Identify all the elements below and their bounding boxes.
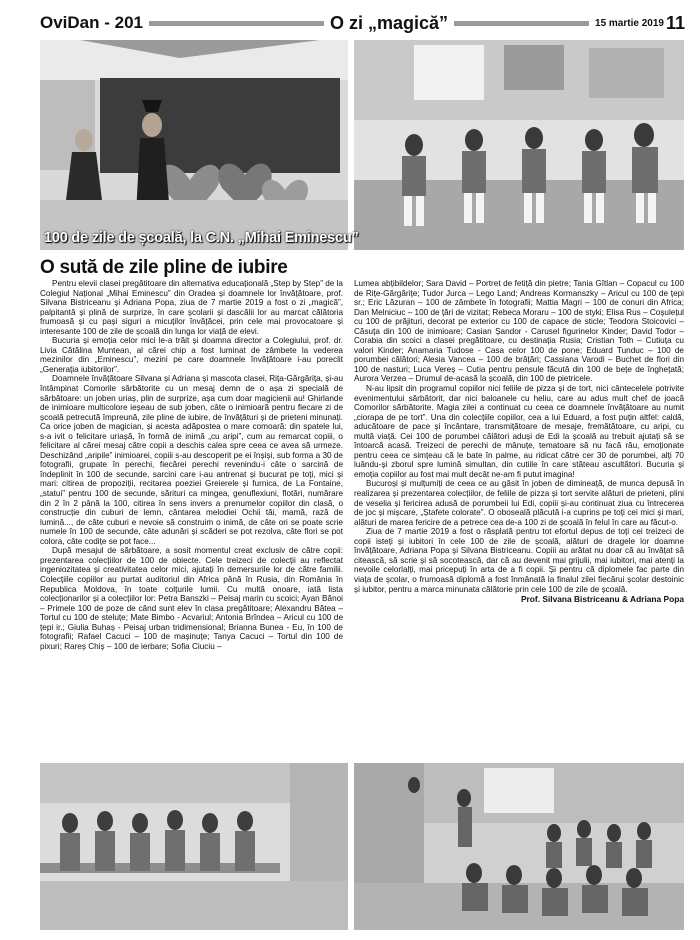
page-header: [40, 10, 685, 36]
article-signature: Prof. Silvana Bistriceanu & Adriana Popa: [520, 594, 684, 605]
photo-children-floor: [354, 763, 684, 930]
issue-date: 15 martie 2019: [595, 17, 664, 29]
children-benches-illustration: [40, 763, 348, 930]
photo-classroom-teachers: [40, 40, 348, 250]
header-rule-right: [454, 21, 589, 26]
article-paragraph: Doamnele învățătoare Silvana și Adriana și mascota clasei, Rița-Gărgărița, și-au întâmpinat Comorile sărbătorite cu un mesaj demn de o așa zi specială de sărbătoare: un joben uriaș, plin de surprize, așa cum doar magicienii au! Ghirlande de inimioare multicolore ieșeau de sub joben, câte o inimioară pentru fiecare zi de școală petrecută împreună, zile pline de iubire, de învățături și de prieteni minunați. Ca orice joben de magician, și acesta adăpostea o mare comoară: din spatele lui, s-a ivit o felicitare uriașă, în formă de inimă „cu aripi”, cum au remarcat copiii, o felicitare al cărei mesaj către copii a deschis calea spre ceea ce avea să urmeze. Deschizând „aripile” inimioarei, copiii s-au descoperit pe ei înșiși, sub forma a 30 de fotografii, grupate în perechi, fiecărei perechi revenindu-i câte o sarcină de îndeplinit în 100 de secunde, sarcini care i-au antrenat și bucurat pe toți, mici și mari: citirea de propoziții, recitarea poeziei Greierele și furnica, de La Fontaine, „statui” pentru 100 de secunde, sărituri ca mingea, genuflexiuni, flotări, numărare din 2 în 2 până la 100, citirea în sens invers a prenumelor copiilor din clasă, o construcție din cuburi de lemn, cântarea melodiei Ochii tăi, mamă, rază de lumină..., de câte cuburi e nevoie să construim o inimă, de câte ori se poate scrie numele în 100 de secunde, câte adunări și scăderi se pot rezolva, câte flori se pot colora, câte codițe se pot face...: [40, 374, 343, 546]
article-paragraph: Ziua de 7 martie 2019 a fost o răsplată pentru tot efortul depus de toți cei treizeci de copii isteți și iubitori în cele 100 de zile de școală, alături de dragele lor doamne învățătoare, Adriana Popa și Silvana Bistriceanu. Copiii au arătat nu doar că au învățat să citească, să scrie și să socotească, dar că au devenit mai grijulii, mai iubitori, mai atenți la nevoile celorlalți, mai pricepuți în arta de a fi copii. Și pentru că diplomele fac parte din viața de școlar, o frumoasă diplomă a fost înmânată la finalul zilei fiecărui școlar destoinic și iubitor, pentru a marca minunata călătorie prin cele 100 de zile de școală.: [354, 527, 684, 594]
article-headline: O sută de zile pline de iubire: [40, 257, 288, 278]
girls-seated-illustration: [354, 40, 684, 250]
article-column-right: [354, 279, 684, 605]
photo-children-benches: [40, 763, 348, 930]
article-paragraph: Pentru elevii clasei pregătitoare din alternativa educațională „Step by Step” de la Colegiul Național „Mihai Eminescu” din Oradea și doamnele lor învățătoare, prof. Silvana Bistriceanu și Adriana Popa, ziua de 7 martie 2019 a fost o zi „magică”, palpitantă și plină de surprize, în care școlarii și dascălii lor au marcat călătoria frumoasă și cu pași siguri a micuților învățăcei, prin cele mai provocatoare și interesante 100 de zile de școală din lunga lor viață de elevi.: [40, 279, 343, 336]
photo-girls-seated: [354, 40, 684, 250]
page-number: 11: [665, 12, 685, 33]
header-rule: [149, 21, 324, 26]
article-paragraph: N-au lipsit din programul copiilor nici feliile de pizza și de tort, nici cântecelele potrivite evenimentului sărbătorit, dar nici baloanele cu heliu, care au adus mult chef de joacă Comorilor sărbătorite. Magia zilei a continuat cu ceea ce doamnele învățătoare au numit „ciorapa de pe tort”. Una din colecțiile copiilor, cea a lui Eduard, a fost puțin altfel: caldă, aducătoare de pace și încântare, transmițătoare de mesaje, fremătătoare, cu aripi, cu multă viață. Cei 100 de porumbei călători aduși de Edi la școală au trebuit ajutați să se întoarcă acasă. Treizeci de perechi de mânuțe, tematoare să nu facă rău, emoționate pentru ceea ce simțeau că le bate în palme, au ridicat către cer 30 de porumbei, alți 70 luându-și zborul spre lumină simultan, din cutiile în care stăteau ascultători. Bucuria și emoția copiilor au fost mai mult decât ne-am fi putut imagina!: [354, 384, 684, 479]
article-paragraph: După mesajul de sărbătoare, a sosit momentul creat exclusiv de către copii: prezentarea colecțiilor de 100 de obiecte. Cele treizeci de colecții au reflectat ingeniozitatea și creativitatea celor mici, ajutați în demersurile lor de către familii. Colecțiile copiilor au purtat auditoriul din Africa până în Rusia, din România în Republica Moldova, în toate colțurile lumii. Cu multă onoare, iată lista colecționarilor și a colecțiilor lor: Petra Banszki – Peisaj marin cu scoici; Ayan Bănoi – Primele 100 de poze de când sunt elev în clasa pregătitoare; Alexandru Bătea – Tortul cu 100 de steluțe; Mate Bimbo - Acvariul; Antonia Brîndea – Aricul cu 100 de țepi ir.; Giulia Buhaș - Peisaj urban tridimensional; Brianna Bunea - Eu, în 100 de fotografii; Rafael Cacuci – 100 de mașinuțe; Tanya Cacuci – Tortul din 100 de pixuri; Rareș Chiș – 100 de ierbare; Sofia Ciuciu –: [40, 546, 343, 651]
publication-name: OviDan - 201: [40, 13, 143, 32]
children-floor-illustration: [354, 763, 684, 930]
classroom-teachers-illustration: [40, 40, 348, 250]
article-paragraph: Bucuria și emoția celor mici le-a trăit și doamna director a Colegiului, prof. dr. Livia Cătălina Muntean, al cărei chip a fost luminat de zâmbete la vederea mezinilor din „Eminescu”, mezini pe care doamnele învățătoare i-au poreclit „Generația iubitorilor”.: [40, 336, 343, 374]
photo-caption: 100 de zile de școală, la C.N. „Mihai Eminescu”: [44, 230, 359, 246]
section-title: O zi „magică”: [329, 12, 449, 33]
article-paragraph: Bucuroși și mulțumiți de ceea ce au găsit în joben de dimineață, de munca depusă în realizarea și prezentarea colecțiilor, de feliile de pizza și tort servite alături de prieteni, plini de veselia și fericirea adusă de porumbeii lui Edi, copiii și-au continuat ziua cu întrecerea de joc și mișcare, „Ștafete colorate”. O oboseală plăcută i-a cuprins pe toți cei mici și mari, alături de marea fericire de a petrece cea de-a 100 zi de școală în felul în care au făcut-o.: [354, 479, 684, 527]
article-column-left: [40, 279, 343, 651]
article-paragraph: Lumea abțibildelor; Sara David – Portret de fetiță din pietre; Tania Gîtlan – Copacul cu 100 de Rițe-Gărgărițe; Tudor Jurca – Lego Land; Andreas Kormanszky – Aricul cu 100 de țepi sr.; Eric Lăzuran – 100 de zâmbete în fotografii; Mattia Magri – 100 de conuri din Africa; Dan Melniciuc – 100 de țări de vizitat; Rebeca Moraru – 100 de styki; Elisa Rus – Coșulețul cu 100 de prăjituri, decorat pe exterior cu 100 de capace de sticle; Teodora Stoicovici – Căsuța din 100 de inimioare; Casian Șandor - Carusel figurinelor Kinder; David Todor – Corabia din scoici a clasei pregătitoare, cu destinația Rusia; Cristian Toth – Cutiuța cu valori Kinder; Anamaria Tudose - Casa celor 100 de pone; Eduard Tunduc – 100 de porumbei călători; Alesia Vancea – 100 de brățări; Cassiana Varodi – Buchet de flori din 100 de nasturi; Luca Vereș – Cutia pentru pensule făcută din 100 de bețe de înghețată; Aurora Verzea – Drumul de-acasă la școală, din 100 de pietricele.: [354, 279, 684, 384]
